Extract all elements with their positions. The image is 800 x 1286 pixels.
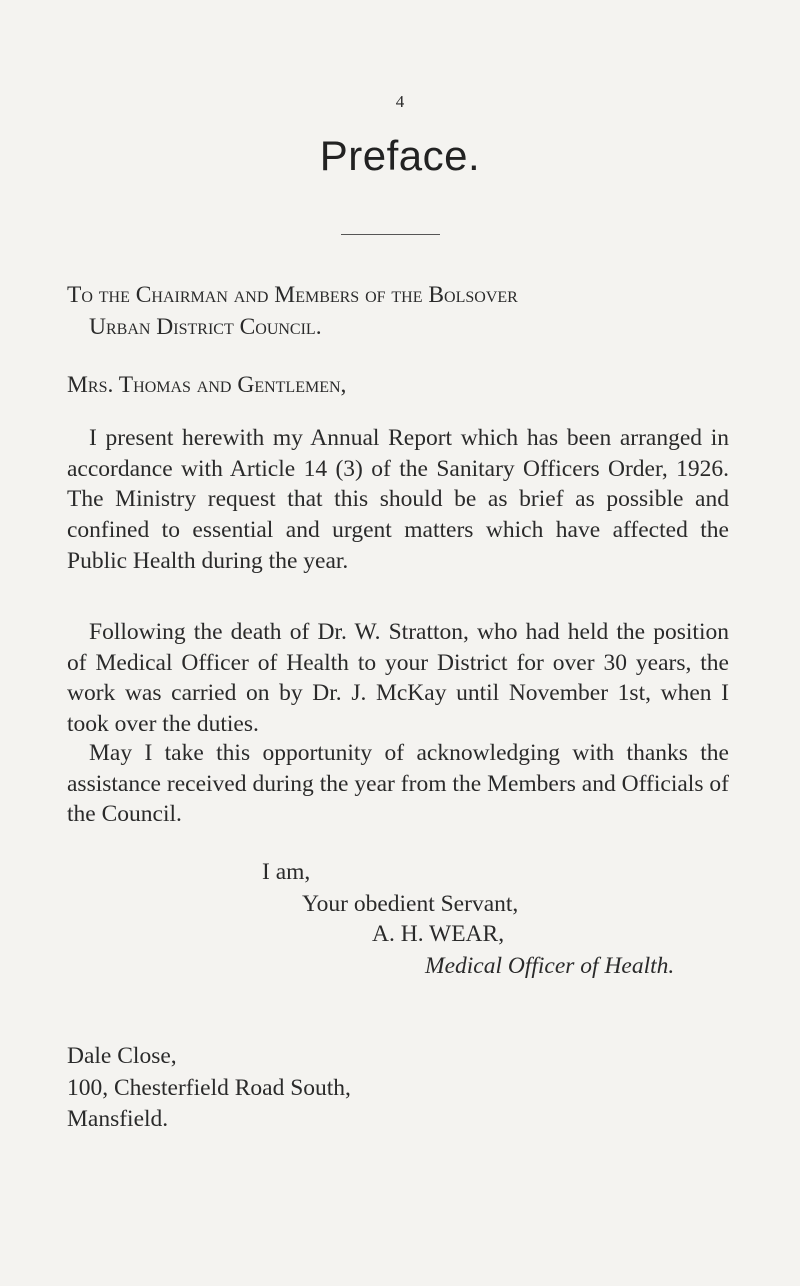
- paragraph-acknowledgement: [67, 738, 729, 830]
- salutation: Mrs. Thomas and Gentlemen,: [67, 372, 347, 398]
- paragraph-text: I present herewith my Annual Report which has been arranged in accordance with Article 14 (3) of the Sanitary Officers Order, 1926. The Ministry request that this should be as brief as possible and confined to essential and urgent matters which have affected the Public Health during the year.: [67, 425, 729, 574]
- sender-address: [67, 1041, 351, 1136]
- closing-i-am: I am,: [262, 859, 311, 885]
- addressee-block: [67, 279, 747, 343]
- addressee-line-1: To the Chairman and Members of the Bolsover: [67, 282, 518, 308]
- paragraph-previous-officer: [67, 617, 729, 740]
- paragraph-report-intro: [67, 423, 729, 577]
- signatory-name: A. H. WEAR,: [372, 921, 505, 947]
- paragraph-text: Following the death of Dr. W. Stratton, who had held the position of Medical Officer of Health to your District for over 30 years, the work was carried on by Dr. J. McKay until November 1st, when I took over the duties.: [67, 619, 729, 738]
- page-number: 4: [395, 92, 405, 111]
- addressee-line-2: Urban District Council.: [89, 314, 322, 340]
- address-line-1: Dale Close,: [67, 1043, 177, 1069]
- address-line-3: Mansfield.: [67, 1106, 169, 1132]
- signatory-position: Medical Officer of Health.: [425, 953, 675, 979]
- title-divider: [341, 234, 440, 235]
- page-title: Preface.: [319, 132, 481, 179]
- paragraph-text: May I take this opportunity of acknowledging with thanks the assistance received during the year from the Members and Officials of the Council.: [67, 740, 729, 828]
- address-line-2: 100, Chesterfield Road South,: [67, 1074, 351, 1101]
- closing-servant: Your obedient Servant,: [302, 891, 519, 917]
